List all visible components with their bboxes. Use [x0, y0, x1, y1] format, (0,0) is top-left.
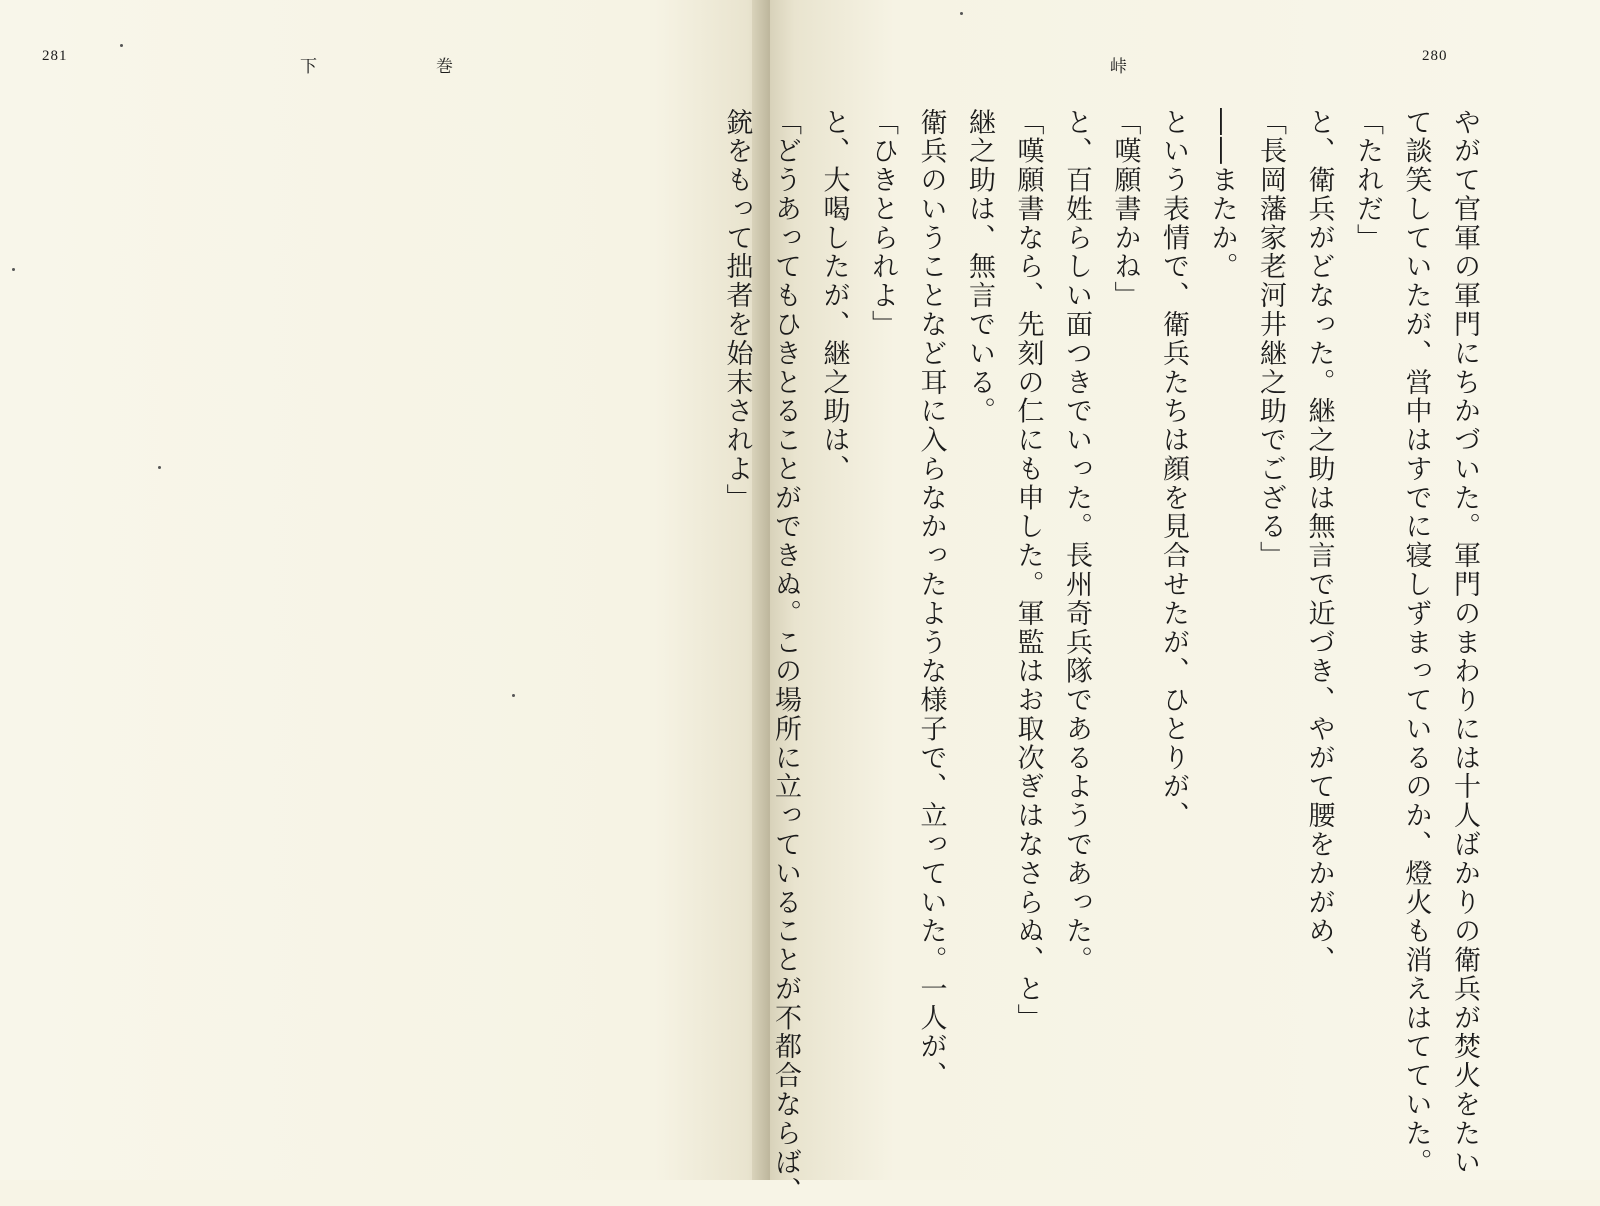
text-line: 「たれだ」: [1352, 108, 1383, 253]
text-line: 継之助は、無言でいる。: [964, 108, 995, 426]
text-line: 「長岡藩家老河井継之助でござる」: [1255, 108, 1286, 571]
text-line: 「嘆願書かね」: [1109, 108, 1141, 311]
running-head-left-2: 巻: [436, 57, 453, 77]
text-line: と、大喝したが、継之助は、: [818, 108, 850, 484]
text-line: 銃をもって拙者を始末されよ」: [721, 108, 753, 513]
text-line: という表情で、衛兵たちは顔を見合せたが、ひとりが、: [1158, 108, 1189, 831]
text-line: と、衛兵がどなった。継之助は無言で近づき、やがて腰をかがめ、: [1303, 108, 1335, 975]
text-line: 衛兵のいうことなど耳に入らなかったような様子で、立っていた。一人が、: [915, 108, 947, 1091]
right-page: [721, 0, 1600, 1206]
text-line: と、百姓らしい面つきでいった。長州奇兵隊であるようであった。: [1061, 108, 1092, 975]
running-head-left-1: 下: [300, 57, 317, 77]
left-page: [0, 0, 770, 1180]
text-line: ――またか。: [1206, 108, 1238, 282]
text-line: 「嘆願書なら、先刻の仁にも申した。軍監はお取次ぎはなさらぬ、と」: [1012, 108, 1044, 1033]
text-line: 「どうあってもひきとることができぬ。この場所に立っていることが不都合ならば、: [770, 108, 801, 1206]
page-number-right: 280: [1422, 48, 1448, 64]
running-head-right: 峠: [1110, 57, 1127, 77]
right-page-body: [721, 108, 1488, 1206]
text-line: て談笑していたが、営中はすでに寝しずまっているのか、燈火も消えはてていた。: [1400, 108, 1432, 1177]
paper-speck: [12, 268, 15, 271]
paper-speck: [158, 466, 161, 469]
page-number-left: 281: [42, 48, 68, 64]
paper-speck: [960, 12, 963, 15]
paper-speck: [512, 694, 515, 697]
text-line: やがて官軍の軍門にちかづいた。軍門のまわりには十人ばかりの衛兵が焚火をたい: [1449, 108, 1480, 1177]
paper-speck: [120, 44, 123, 47]
text-line: 「ひきとられよ」: [867, 108, 898, 340]
